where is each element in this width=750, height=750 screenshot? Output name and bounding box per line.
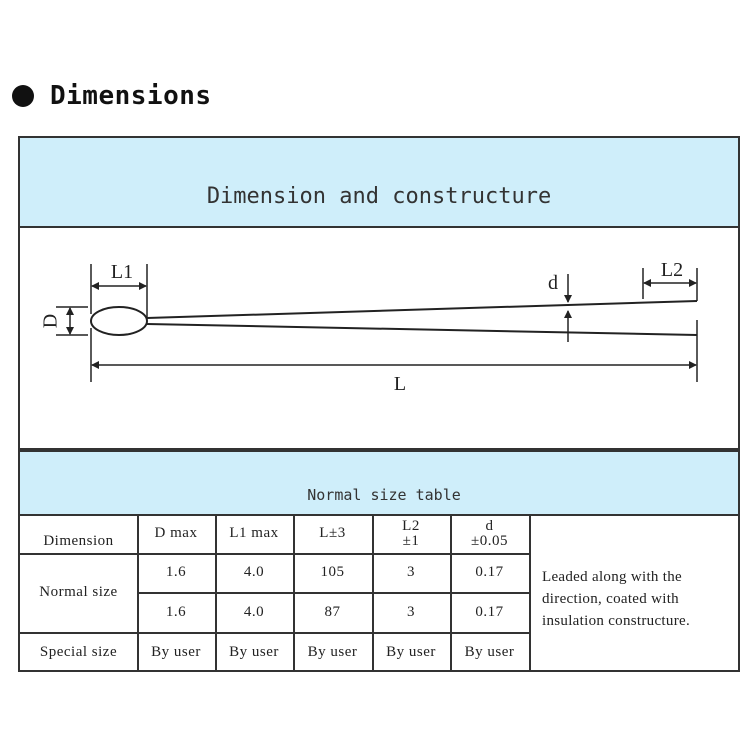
- special-size-label: Special size: [39, 643, 118, 660]
- header-l1-max: L1 max: [229, 525, 279, 541]
- d-label: D: [39, 313, 62, 329]
- table-cell: 87: [324, 603, 341, 620]
- size-table-panel: [18, 450, 740, 672]
- l-label: L: [393, 373, 407, 395]
- lead-wire-lower: [147, 324, 697, 335]
- table-cell: 3: [407, 603, 415, 620]
- header-l2-tolerance: ±1: [402, 532, 420, 549]
- table-cell: 1.6: [165, 603, 187, 620]
- table-cell: 105: [320, 564, 345, 580]
- table-cell: By user: [229, 643, 279, 660]
- bullet-dot-icon: [12, 85, 34, 107]
- construction-note: Leaded along with the direction, coated with insulation constructure.: [542, 569, 691, 629]
- l1-label: L1: [110, 261, 134, 283]
- header-wire-d-name: d: [485, 517, 494, 534]
- lead-wire-upper: [147, 301, 697, 318]
- header-wire-d-tolerance: ±0.05: [471, 532, 508, 549]
- table-cell: By user: [151, 643, 201, 660]
- table-cell: 0.17: [475, 564, 504, 580]
- normal-size-label: Normal size: [39, 584, 118, 600]
- construction-panel: [18, 136, 740, 450]
- thermistor-dimension-diagram: [20, 138, 742, 452]
- size-table-header: [20, 452, 738, 516]
- header-wire-d: [450, 514, 529, 553]
- section-title: Dimensions: [50, 81, 212, 111]
- bead-body: [91, 307, 147, 335]
- construction-title: Dimension and constructure: [206, 183, 552, 209]
- l2-label: L2: [660, 259, 684, 281]
- table-cell: 0.17: [475, 603, 504, 620]
- size-table-title: Normal size table: [307, 486, 461, 504]
- header-l2-name: L2: [402, 517, 420, 534]
- table-cell: By user: [464, 643, 515, 660]
- header-l2: [372, 514, 450, 553]
- header-d-max: D max: [154, 525, 198, 541]
- wire-d-label: d: [548, 272, 558, 294]
- table-cell: 1.6: [165, 564, 187, 580]
- header-dimension: Dimension: [43, 532, 114, 549]
- table-cell: 4.0: [243, 564, 265, 580]
- table-cell: By user: [307, 643, 358, 660]
- table-cell: By user: [386, 643, 436, 660]
- table-cell: 3: [407, 564, 415, 580]
- header-l: L±3: [319, 525, 346, 541]
- section-heading: [12, 78, 212, 114]
- table-cell: 4.0: [243, 603, 265, 620]
